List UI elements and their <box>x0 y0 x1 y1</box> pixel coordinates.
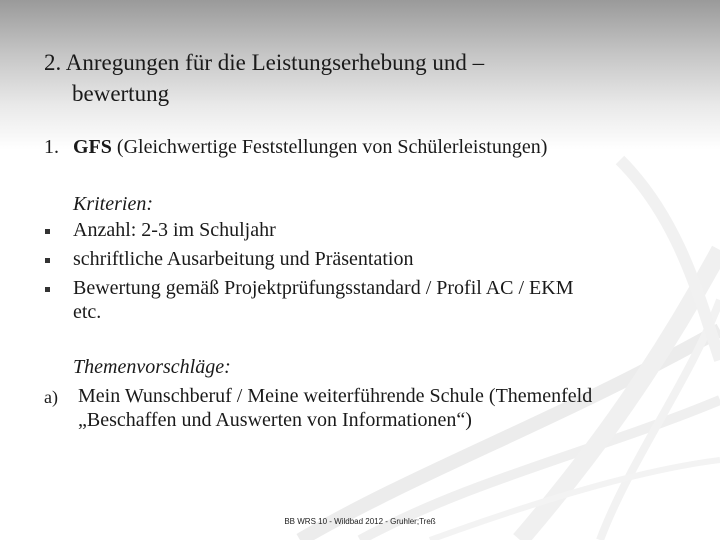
topic-a-line-1: Mein Wunschberuf / Meine weiterführende Schule (Themenfeld <box>78 385 593 407</box>
bullet-square-icon <box>45 287 50 292</box>
item1-text <box>73 136 547 159</box>
slide-footer: BB WRS 10 - Wildbad 2012 - Gruhler;Treß <box>284 517 436 526</box>
criteria-item-3: Bewertung gemäß Projektprüfungsstandard / Profil AC / EKM <box>73 277 574 299</box>
title-line-2: bewertung <box>72 81 170 106</box>
topic-a-line-2: „Beschaffen und Auswerten von Informationen“) <box>78 409 472 431</box>
topic-a-marker: a) <box>44 387 58 407</box>
criteria-item-4: etc. <box>73 301 102 323</box>
title-line-1: 2. Anregungen für die Leistungserhebung und – <box>44 50 485 75</box>
criteria-item-1: Anzahl: 2-3 im Schuljahr <box>73 219 276 241</box>
slide-title <box>44 47 664 109</box>
bullet-square-icon <box>45 258 50 263</box>
item1-bold-label: GFS <box>73 136 112 158</box>
criteria-item-2: schriftliche Ausarbeitung und Präsentation <box>73 248 414 270</box>
item1-description: (Gleichwertige Feststellungen von Schülerleistungen) <box>116 136 548 158</box>
criteria-heading: Kriterien: <box>73 193 153 215</box>
item1-marker: 1. <box>44 136 59 158</box>
bullet-square-icon <box>45 229 50 234</box>
topics-heading: Themenvorschläge: <box>73 356 231 378</box>
